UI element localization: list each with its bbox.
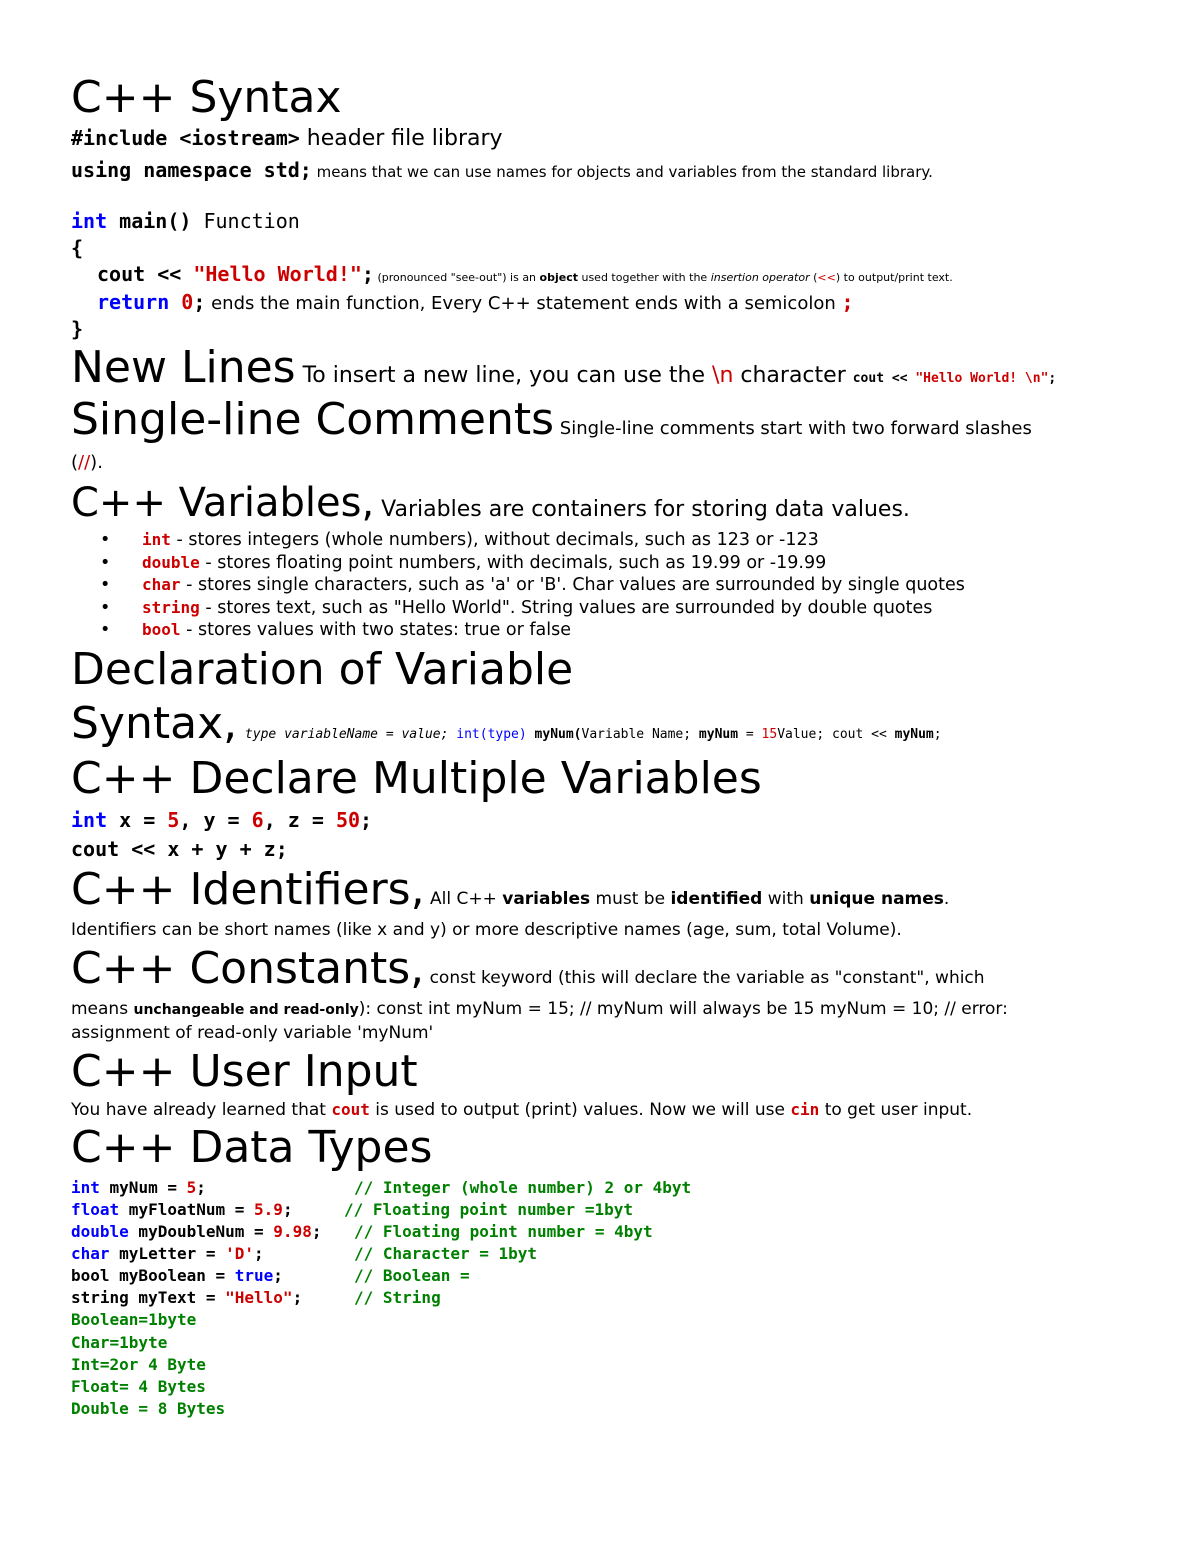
const-desc-b1: means	[71, 999, 134, 1019]
ident-desc-d: .	[943, 889, 950, 909]
input-title: C++ User Input	[71, 1046, 418, 1097]
const-desc-bold: unchangeable and read-only	[133, 1002, 359, 1018]
cout-desc-a: (pronounced "see-out") is an	[373, 271, 540, 284]
decl-mynum2: myNum	[691, 727, 739, 742]
dt-comment: // Floating point number = 4byt	[354, 1222, 653, 1241]
using-line	[71, 158, 933, 182]
variables-list	[100, 530, 965, 643]
multiple-title: C++ Declare Multiple Variables	[71, 753, 762, 804]
dt-value: "Hello"	[225, 1288, 293, 1307]
cout-line	[97, 262, 953, 286]
input-cin: cin	[790, 1100, 820, 1119]
variables-desc: Variables are containers for storing data values.	[374, 497, 910, 522]
comments-line	[71, 394, 1032, 445]
var-keyword: bool	[142, 620, 181, 640]
return-line	[97, 290, 854, 314]
bullet-icon: •	[100, 552, 111, 573]
var-text: - stores values with two states: true or false	[180, 620, 572, 641]
list-item	[100, 598, 965, 621]
dt-value: 'D'	[225, 1244, 255, 1263]
cout-keyword: cout <<	[97, 262, 194, 286]
cout-desc-operator: insertion operator	[710, 271, 810, 284]
dt-keyword: bool	[71, 1266, 110, 1285]
input-desc-c: to get user input.	[819, 1100, 973, 1120]
multiple-line-2: cout << x + y + z;	[71, 837, 288, 861]
newlines-code-b: ;	[1048, 371, 1057, 386]
decl-eq: =	[738, 727, 762, 742]
newlines-desc-b: character	[733, 363, 853, 388]
table-row	[71, 1266, 283, 1285]
identifiers-line-2: Identifiers can be short names (like x and y) or more descriptive names (age, sum, total Volume).	[71, 920, 902, 940]
dt-end: ;	[196, 1178, 206, 1197]
main-line	[71, 209, 300, 233]
comments-close: ).	[90, 452, 103, 473]
table-row	[71, 1200, 293, 1219]
var-keyword: string	[142, 597, 200, 617]
variables-title: C++ Variables,	[71, 480, 375, 526]
decl-semi3: ;	[933, 727, 942, 742]
close-brace: }	[71, 317, 84, 341]
list-item	[100, 530, 965, 553]
decl-15: 15	[761, 727, 778, 742]
return-semicolon-red: ;	[841, 290, 854, 314]
dt-end: ;	[254, 1244, 264, 1263]
constants-line-3: assignment of read-only variable 'myNum'	[71, 1023, 434, 1043]
decl-type: type variableName = value;	[237, 727, 449, 742]
table-row	[71, 1288, 302, 1307]
var-text: - stores single characters, such as 'a' or 'B'. Char values are surrounded by single quotes	[180, 575, 965, 596]
main-desc: Function	[191, 209, 300, 233]
cout-semicolon: ;	[361, 262, 374, 286]
variables-line	[71, 480, 910, 526]
declaration-title-2: Syntax,	[71, 698, 238, 749]
newlines-desc-a: To insert a new line, you can use the	[295, 363, 713, 388]
bullet-icon: •	[100, 530, 111, 550]
declaration-title-1: Declaration of Variable	[71, 644, 574, 695]
ident-desc-a: All C++	[424, 889, 503, 909]
identifiers-line	[71, 864, 950, 915]
decl-mynum3: myNum	[894, 727, 934, 742]
identifiers-title: C++ Identifiers,	[71, 864, 425, 915]
dt-end: ;	[292, 1288, 303, 1307]
bullet-icon: •	[100, 575, 111, 596]
include-code: #include <iostream>	[71, 126, 300, 150]
include-desc: header file library	[299, 126, 503, 151]
cout-desc-c: (	[809, 271, 818, 284]
dt-comment: // String	[354, 1288, 441, 1307]
return-value: 0	[169, 290, 194, 314]
dt-keyword: char	[71, 1244, 110, 1263]
input-desc-b: is used to output (print) values. Now we will use	[369, 1100, 791, 1120]
dt-keyword: int	[71, 1178, 100, 1197]
using-desc: means that we can use names for objects and variables from the standard library.	[311, 163, 933, 181]
list-item: Int=2or 4 Byte	[71, 1355, 206, 1374]
cout-desc-object: object	[539, 271, 578, 284]
dt-name: myFloatNum =	[119, 1200, 255, 1219]
list-item	[100, 620, 965, 643]
var-text: - stores integers (whole numbers), without decimals, such as 123 or -123	[170, 530, 819, 550]
ident-desc-c: with	[762, 889, 810, 909]
dt-name: myLetter =	[109, 1244, 226, 1263]
decl-mynum: myNum(	[526, 727, 582, 742]
ident-desc-vars: variables	[502, 889, 591, 909]
dt-comment: // Integer (whole number) 2 or 4byt	[354, 1178, 692, 1197]
list-item	[100, 553, 965, 576]
const-desc-a: const keyword (this will declare the variable as "constant", which	[424, 968, 985, 988]
multi-d: ;	[360, 808, 373, 832]
declaration-line	[71, 698, 942, 749]
list-item: Boolean=1byte	[71, 1310, 197, 1329]
comments-slashes: //	[78, 452, 91, 473]
table-row	[71, 1178, 206, 1197]
list-item: Double = 8 Bytes	[71, 1399, 226, 1418]
bullet-icon: •	[100, 597, 111, 618]
decl-value: Value	[777, 727, 817, 742]
decl-int: int(type)	[448, 727, 527, 742]
dt-value: true	[234, 1266, 274, 1285]
multi-a: x =	[107, 808, 168, 832]
multi-5: 5	[167, 808, 180, 832]
dt-end: ;	[273, 1266, 283, 1285]
decl-cout: cout <<	[824, 727, 895, 742]
multi-50: 50	[335, 808, 361, 832]
var-keyword: int	[142, 530, 171, 549]
comments-desc-a: Single-line comments start with two forward slashes	[554, 418, 1032, 439]
cout-string: "Hello World!"	[193, 262, 362, 286]
cout-desc-lt: <<	[817, 271, 836, 284]
input-desc-line	[71, 1100, 972, 1120]
dt-value: 5	[186, 1178, 197, 1197]
constants-line-2	[71, 999, 1008, 1019]
list-item: Float= 4 Bytes	[71, 1377, 206, 1396]
dt-keyword: double	[71, 1222, 129, 1241]
newlines-escape: \n	[712, 363, 734, 388]
var-keyword: double	[142, 552, 200, 572]
newlines-code-string: "Hello World! \n"	[915, 371, 1049, 386]
main-keyword: int	[71, 209, 108, 233]
input-cout: cout	[331, 1100, 370, 1119]
dt-name: myNum =	[99, 1178, 187, 1197]
dt-end: ;	[311, 1222, 322, 1241]
list-item	[100, 575, 965, 598]
dt-value: 9.98	[273, 1222, 312, 1241]
var-text: - stores text, such as "Hello World". String values are surrounded by double quotes	[199, 597, 933, 618]
decl-semi2: ;	[816, 727, 825, 742]
open-brace: {	[71, 236, 84, 260]
newlines-line	[71, 342, 1057, 393]
dt-name: myDoubleNum =	[128, 1222, 274, 1241]
decl-semi1: ;	[683, 727, 692, 742]
dt-keyword: string	[71, 1288, 129, 1307]
input-desc-a: You have already learned that	[71, 1100, 332, 1120]
decl-varname: Variable Name	[581, 727, 684, 742]
datatypes-title: C++ Data Types	[71, 1122, 433, 1173]
var-text: - stores floating point numbers, with decimals, such as 19.99 or -19.99	[199, 552, 827, 573]
return-semicolon: ;	[193, 290, 206, 314]
multi-6: 6	[251, 808, 264, 832]
table-row	[71, 1244, 264, 1263]
syntax-title: C++ Syntax	[71, 72, 342, 123]
dt-name: myText =	[128, 1288, 226, 1307]
cout-desc-b: used together with the	[577, 271, 711, 284]
cout-desc-d: ) to output/print text.	[835, 271, 953, 284]
ident-desc-unique: unique names	[809, 889, 944, 909]
list-item: Char=1byte	[71, 1333, 168, 1352]
dt-comment: // Character = 1byt	[354, 1244, 538, 1263]
constants-line	[71, 943, 985, 994]
dt-name: myBoolean =	[109, 1266, 235, 1285]
var-keyword: char	[142, 575, 181, 595]
table-row	[71, 1222, 321, 1241]
constants-title: C++ Constants,	[71, 943, 425, 994]
dt-keyword: float	[71, 1200, 120, 1219]
multi-b: , y =	[179, 808, 252, 832]
using-code: using namespace std;	[71, 158, 312, 182]
comments-title: Single-line Comments	[71, 394, 555, 445]
ident-desc-ident: identified	[670, 889, 763, 909]
return-keyword: return	[97, 290, 170, 314]
dt-value: 5.9	[254, 1200, 283, 1219]
newlines-code-a: cout <<	[852, 371, 916, 386]
multi-c: , z =	[263, 808, 336, 832]
bullet-icon: •	[100, 620, 111, 641]
comments-line-2	[71, 452, 103, 473]
newlines-title: New Lines	[71, 342, 296, 393]
comments-open: (	[71, 452, 79, 473]
dt-end: ;	[282, 1200, 293, 1219]
dt-comment: // Boolean =	[354, 1266, 470, 1285]
main-signature: main()	[107, 209, 192, 233]
const-desc-b2: ): const int myNum = 15; // myNum will always be 15 myNum = 10; // error:	[358, 999, 1008, 1019]
ident-desc-b: must be	[590, 889, 671, 909]
include-line	[71, 126, 503, 151]
multiple-line-1	[71, 808, 372, 832]
dt-comment: // Floating point number =1byt	[344, 1200, 633, 1219]
return-desc: ends the main function, Every C++ statement ends with a semicolon	[205, 293, 842, 314]
multi-keyword: int	[71, 808, 108, 832]
